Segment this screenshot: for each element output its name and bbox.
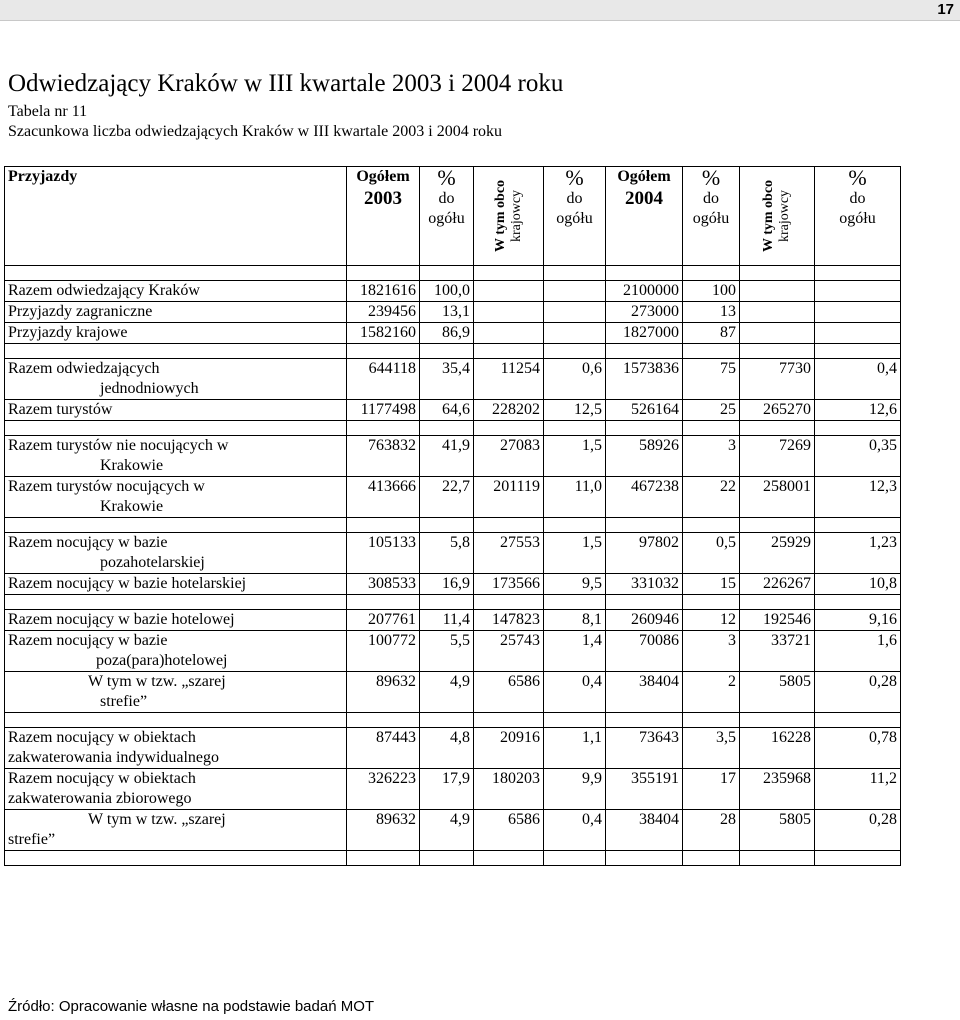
cell-pct-obco-2003: 0,4 — [544, 672, 606, 713]
table-row — [5, 728, 901, 769]
cell-pct-obco-2003: 0,4 — [544, 810, 606, 851]
table-row — [5, 631, 901, 672]
pct-ogolu: ogółu — [692, 210, 730, 227]
spacer-row — [5, 595, 901, 610]
cell-pct-2003: 64,6 — [420, 400, 474, 421]
header-w-tym-obco-2004 — [740, 167, 815, 266]
cell-ogolem-2003: 326223 — [347, 769, 420, 810]
cell-ogolem-2004: 331032 — [606, 574, 683, 595]
row-label-line2: pozahotelarskiej — [100, 554, 205, 571]
cell-obco-2004: 226267 — [740, 574, 815, 595]
krajowcy-label: krajowcy — [777, 189, 792, 243]
cell-obco-2004: 265270 — [740, 400, 815, 421]
cell-pct-2004: 25 — [683, 400, 740, 421]
cell-pct-obco-2004: 10,8 — [815, 574, 901, 595]
cell-pct-2004: 75 — [683, 359, 740, 400]
row-label-line1: Razem nocujący w bazie — [8, 632, 168, 649]
table-row — [5, 672, 901, 713]
row-label-line2: poza(para)hotelowej — [96, 652, 228, 669]
cell-obco-2004: 7730 — [740, 359, 815, 400]
page-number: 17 — [937, 1, 954, 18]
header-w-tym-obco-2003 — [474, 167, 544, 266]
cell-pct-obco-2003 — [544, 281, 606, 302]
cell-ogolem-2004: 260946 — [606, 610, 683, 631]
cell-pct-obco-2004 — [815, 281, 901, 302]
cell-obco-2004: 258001 — [740, 477, 815, 518]
row-label: Razem nocujący w bazie hotelowej — [5, 610, 347, 631]
table-row — [5, 769, 901, 810]
row-label: Razem turystów — [5, 400, 347, 421]
table-row — [5, 400, 901, 421]
row-label-line1: Razem nocujący w obiektach — [8, 770, 196, 787]
row-label-line2: zakwaterowania zbiorowego — [8, 790, 192, 807]
cell-ogolem-2004: 1827000 — [606, 323, 683, 344]
cell-ogolem-2004: 38404 — [606, 672, 683, 713]
cell-obco-2004 — [740, 323, 815, 344]
cell-obco-2003: 20916 — [474, 728, 544, 769]
cell-pct-2003: 5,8 — [420, 533, 474, 574]
cell-pct-obco-2004: 0,28 — [815, 810, 901, 851]
cell-pct-2003: 4,8 — [420, 728, 474, 769]
cell-pct-obco-2004: 0,4 — [815, 359, 901, 400]
row-label: Przyjazdy zagraniczne — [5, 302, 347, 323]
spacer-row — [5, 421, 901, 436]
cell-pct-2003: 13,1 — [420, 302, 474, 323]
cell-obco-2004: 192546 — [740, 610, 815, 631]
table-row — [5, 436, 901, 477]
cell-pct-2003: 22,7 — [420, 477, 474, 518]
cell-pct-obco-2003: 9,9 — [544, 769, 606, 810]
row-label-line2: strefie” — [100, 693, 148, 710]
table-row — [5, 533, 901, 574]
cell-pct-2004: 3 — [683, 631, 740, 672]
cell-pct-obco-2003 — [544, 323, 606, 344]
cell-pct-obco-2003: 12,5 — [544, 400, 606, 421]
header-ogolem-label: Ogółem — [617, 168, 671, 185]
w-tym-obco-label: W tym obco — [492, 179, 508, 253]
cell-ogolem-2004: 58926 — [606, 436, 683, 477]
cell-ogolem-2003: 1177498 — [347, 400, 420, 421]
cell-pct-obco-2004 — [815, 323, 901, 344]
spacer-row — [5, 713, 901, 728]
source-note: Źródło: Opracowanie własne na podstawie badań MOT — [8, 998, 375, 1015]
page-number-bar — [0, 0, 960, 21]
cell-pct-2003: 86,9 — [420, 323, 474, 344]
table-row — [5, 281, 901, 302]
cell-ogolem-2004: 38404 — [606, 810, 683, 851]
row-label — [5, 728, 347, 769]
header-year-2004: 2004 — [625, 188, 663, 209]
cell-pct-2003: 35,4 — [420, 359, 474, 400]
cell-pct-obco-2004: 0,78 — [815, 728, 901, 769]
pct-sign: % — [437, 165, 456, 190]
cell-pct-2004: 22 — [683, 477, 740, 518]
visitors-table — [4, 166, 901, 866]
row-label: Przyjazdy krajowe — [5, 323, 347, 344]
cell-obco-2003: 25743 — [474, 631, 544, 672]
spacer-row — [5, 266, 901, 281]
cell-ogolem-2004: 73643 — [606, 728, 683, 769]
cell-pct-2004: 13 — [683, 302, 740, 323]
header-pct-obco-2003 — [544, 167, 606, 266]
cell-ogolem-2004: 70086 — [606, 631, 683, 672]
header-ogolem-label: Ogółem — [356, 168, 410, 185]
cell-ogolem-2004: 273000 — [606, 302, 683, 323]
cell-obco-2004: 16228 — [740, 728, 815, 769]
row-label-line1: Razem nocujący w obiektach — [8, 729, 196, 746]
cell-obco-2004: 7269 — [740, 436, 815, 477]
table-caption: Szacunkowa liczba odwiedzających Kraków w III kwartale 2003 i 2004 roku — [8, 123, 503, 140]
row-label — [5, 810, 347, 851]
cell-pct-2004: 3,5 — [683, 728, 740, 769]
cell-obco-2003: 147823 — [474, 610, 544, 631]
table-row — [5, 477, 901, 518]
cell-obco-2003 — [474, 281, 544, 302]
row-label-line1: Razem turystów nie nocujących w — [8, 437, 229, 454]
cell-pct-obco-2004: 12,6 — [815, 400, 901, 421]
cell-ogolem-2003: 105133 — [347, 533, 420, 574]
table-row — [5, 323, 901, 344]
cell-ogolem-2003: 87443 — [347, 728, 420, 769]
pct-ogolu: ogółu — [839, 210, 876, 227]
pct-ogolu: ogółu — [556, 210, 593, 227]
pct-sign: % — [848, 165, 867, 190]
header-pct-2004 — [683, 167, 740, 266]
cell-obco-2003 — [474, 302, 544, 323]
cell-pct-2004: 15 — [683, 574, 740, 595]
cell-obco-2004: 235968 — [740, 769, 815, 810]
cell-obco-2004 — [740, 302, 815, 323]
cell-obco-2003: 228202 — [474, 400, 544, 421]
cell-obco-2004: 5805 — [740, 672, 815, 713]
cell-pct-2004: 87 — [683, 323, 740, 344]
row-label-line2: Krakowie — [100, 498, 164, 515]
pct-do: do — [438, 190, 455, 207]
cell-obco-2004: 5805 — [740, 810, 815, 851]
page-title: Odwiedzający Kraków w III kwartale 2003 i 2004 roku — [8, 70, 564, 97]
row-label-line1: W tym w tzw. „szarej — [88, 673, 226, 690]
pct-do: do — [849, 190, 866, 207]
pct-ogolu: ogółu — [428, 210, 465, 227]
cell-obco-2003 — [474, 323, 544, 344]
spacer-row — [5, 851, 901, 866]
pct-do: do — [703, 190, 719, 207]
header-year-2003: 2003 — [364, 188, 402, 209]
cell-pct-obco-2004: 9,16 — [815, 610, 901, 631]
cell-pct-obco-2004: 0,35 — [815, 436, 901, 477]
cell-ogolem-2003: 207761 — [347, 610, 420, 631]
cell-pct-2004: 28 — [683, 810, 740, 851]
cell-ogolem-2004: 467238 — [606, 477, 683, 518]
cell-pct-2003: 16,9 — [420, 574, 474, 595]
cell-obco-2004: 33721 — [740, 631, 815, 672]
row-label-line1: Razem nocujący w bazie — [8, 534, 168, 551]
cell-pct-obco-2003: 0,6 — [544, 359, 606, 400]
cell-ogolem-2003: 89632 — [347, 672, 420, 713]
table-row — [5, 810, 901, 851]
cell-pct-2003: 100,0 — [420, 281, 474, 302]
spacer-row — [5, 518, 901, 533]
cell-obco-2004 — [740, 281, 815, 302]
row-label: Razem nocujący w bazie hotelarskiej — [5, 574, 347, 595]
spacer-row — [5, 344, 901, 359]
cell-pct-obco-2003: 8,1 — [544, 610, 606, 631]
cell-pct-obco-2004: 11,2 — [815, 769, 901, 810]
row-label-line1: Razem turystów nocujących w — [8, 478, 205, 495]
cell-pct-obco-2004 — [815, 302, 901, 323]
cell-pct-2003: 4,9 — [420, 672, 474, 713]
pct-sign: % — [565, 165, 584, 190]
row-label — [5, 672, 347, 713]
header-pct-2003 — [420, 167, 474, 266]
header-row — [5, 167, 901, 266]
row-label — [5, 631, 347, 672]
cell-ogolem-2003: 413666 — [347, 477, 420, 518]
table-row — [5, 359, 901, 400]
cell-ogolem-2004: 2100000 — [606, 281, 683, 302]
row-label-line1: W tym w tzw. „szarej — [88, 811, 226, 828]
row-label — [5, 769, 347, 810]
cell-ogolem-2003: 308533 — [347, 574, 420, 595]
cell-obco-2003: 27553 — [474, 533, 544, 574]
row-label-line2: jednodniowych — [100, 380, 199, 397]
cell-ogolem-2003: 644118 — [347, 359, 420, 400]
cell-pct-obco-2003 — [544, 302, 606, 323]
row-label-line2: strefie” — [8, 831, 56, 848]
cell-ogolem-2003: 239456 — [347, 302, 420, 323]
row-label-line2: Krakowie — [100, 457, 164, 474]
header-ogolem-2003 — [347, 167, 420, 266]
cell-pct-2003: 11,4 — [420, 610, 474, 631]
cell-pct-obco-2003: 1,1 — [544, 728, 606, 769]
cell-pct-obco-2003: 1,5 — [544, 436, 606, 477]
table-row — [5, 574, 901, 595]
cell-obco-2003: 11254 — [474, 359, 544, 400]
cell-pct-obco-2004: 0,28 — [815, 672, 901, 713]
cell-pct-2004: 100 — [683, 281, 740, 302]
cell-pct-2003: 5,5 — [420, 631, 474, 672]
table-row — [5, 610, 901, 631]
cell-ogolem-2004: 526164 — [606, 400, 683, 421]
cell-pct-2003: 4,9 — [420, 810, 474, 851]
cell-pct-obco-2004: 12,3 — [815, 477, 901, 518]
row-label-line1: Razem odwiedzających — [8, 360, 160, 377]
cell-ogolem-2003: 100772 — [347, 631, 420, 672]
cell-obco-2004: 25929 — [740, 533, 815, 574]
cell-ogolem-2003: 763832 — [347, 436, 420, 477]
cell-pct-obco-2003: 1,5 — [544, 533, 606, 574]
row-label: Razem odwiedzający Kraków — [5, 281, 347, 302]
pct-do: do — [566, 190, 583, 207]
cell-obco-2003: 6586 — [474, 672, 544, 713]
cell-obco-2003: 201119 — [474, 477, 544, 518]
header-przyjazdy: Przyjazdy — [5, 167, 347, 266]
cell-pct-2004: 3 — [683, 436, 740, 477]
w-tym-obco-label: W tym obco — [761, 179, 776, 253]
header-pct-obco-2004 — [815, 167, 901, 266]
cell-pct-2004: 2 — [683, 672, 740, 713]
header-ogolem-2004 — [606, 167, 683, 266]
cell-pct-2004: 17 — [683, 769, 740, 810]
cell-obco-2003: 173566 — [474, 574, 544, 595]
cell-obco-2003: 6586 — [474, 810, 544, 851]
cell-pct-obco-2003: 11,0 — [544, 477, 606, 518]
row-label-line2: zakwaterowania indywidualnego — [8, 749, 220, 766]
cell-pct-obco-2004: 1,6 — [815, 631, 901, 672]
cell-pct-2003: 17,9 — [420, 769, 474, 810]
cell-pct-obco-2003: 1,4 — [544, 631, 606, 672]
row-label — [5, 436, 347, 477]
pct-sign: % — [701, 165, 721, 190]
cell-ogolem-2004: 355191 — [606, 769, 683, 810]
cell-pct-2004: 12 — [683, 610, 740, 631]
cell-pct-obco-2004: 1,23 — [815, 533, 901, 574]
cell-ogolem-2004: 97802 — [606, 533, 683, 574]
cell-ogolem-2003: 1821616 — [347, 281, 420, 302]
cell-pct-2003: 41,9 — [420, 436, 474, 477]
row-label — [5, 359, 347, 400]
table-row — [5, 302, 901, 323]
cell-pct-2004: 0,5 — [683, 533, 740, 574]
cell-obco-2003: 180203 — [474, 769, 544, 810]
cell-ogolem-2003: 1582160 — [347, 323, 420, 344]
cell-ogolem-2003: 89632 — [347, 810, 420, 851]
cell-ogolem-2004: 1573836 — [606, 359, 683, 400]
cell-pct-obco-2003: 9,5 — [544, 574, 606, 595]
table-number: Tabela nr 11 — [8, 103, 88, 120]
row-label — [5, 477, 347, 518]
cell-obco-2003: 27083 — [474, 436, 544, 477]
row-label — [5, 533, 347, 574]
krajowcy-label: krajowcy — [508, 189, 524, 243]
